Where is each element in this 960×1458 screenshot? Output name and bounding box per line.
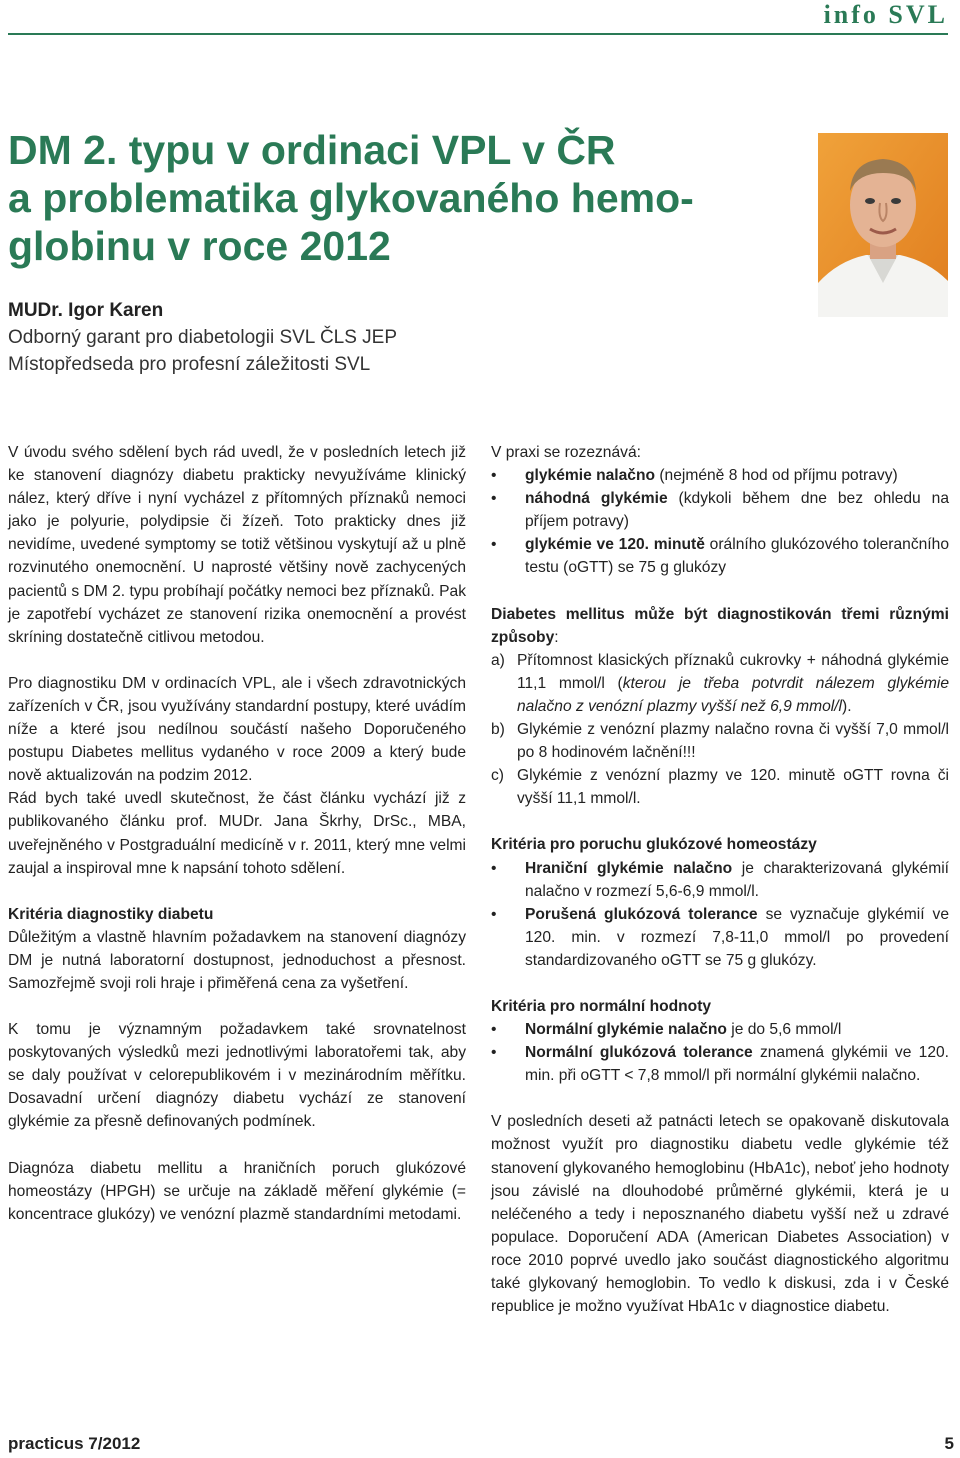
bullet-icon: • [491, 1044, 497, 1062]
bullet-icon: • [491, 1021, 497, 1039]
paragraph-requirements: Důležitým a vlastně hlavním požadavkem na stanovení diagnózy DM je nutná laboratorní dostupnost, jednoduchost a přesnost. Samozřejmě svoji roli hraje i přiměřená cena za vyšetření. [8, 928, 466, 992]
author-block [8, 297, 397, 378]
normal-values-list [491, 1018, 949, 1087]
list-item: • glykémie nalačno (nejméně 8 hod od příjmu potravy) [491, 464, 949, 487]
paragraph-intro: V úvodu svého sdělení bych rád uvedl, že v posledních letech již ke stanovení diagnózy diabetu prakticky nevyužíváme klinický nález, který dříve i nyní vycházel z přítomných příznaků nemoci jako je polyurie, polydipsie či žízeň. Toto prakticky dnes již nevidíme, uvedené symptomy se totiž většinou vyskytují až u plně rozvinutého onemocnění. U naprosté většiny nově zachycených pacientů s DM 2. typu probíhají počátky nemoci bez příznaků. Pak je zapotřebí vycházet ze stanovení rizika onemocnění a provést skríning dostatečně citlivou metodou. [8, 444, 466, 646]
list-item: • glykémie ve 120. minutě orálního glukózového tolerančního testu (oGTT) se 75 g glukózy [491, 533, 949, 579]
paragraph-hba1c: V posledních deseti až patnácti letech se opakovaně diskutovala možnost využít pro diagnostiku diabetu vedle glykémie též stanovení glykovaného hemoglobinu (HbA1c), neboť jeho hodnoty jsou závislé na dlouhodobé průměrné glykémii, která je u neléčeného a tedy i neposznaného diabetu vyšší než u zdravé populace. Doporučení ADA (American Diabetes Association) v roce 2010 poprvé uvedlo jako součást diagnostického algoritmu také glykovaný hemoglobin. To vedlo k diskusi, zda i v České republice je možno využívat HbA1c v diagnostice diabetu. [491, 1113, 949, 1316]
list-item: • Hraniční glykémie nalačno je charakterizovaná glykémií nalačno v rozmezí 5,6-6,9 mmol/l. [491, 857, 949, 903]
article-title [8, 126, 788, 270]
list-item: c) Glykémie z venózní plazmy ve 120. minutě oGTT rovna či vyšší 11,1 mmol/l. [491, 767, 949, 808]
bullet-icon: • [491, 905, 497, 923]
author-name: MUDr. Igor Karen [8, 300, 164, 321]
title-line-1: DM 2. typu v ordinaci VPL v ČR [8, 127, 616, 173]
list-item: • Porušená glukózová tolerance se vyznačuje glykémií ve 120. min. v rozmezí 7,8-11,0 mmol/l po provedení standardizovaného oGTT se 75 g glukózy. [491, 903, 949, 972]
list-item: • Normální glykémie nalačno je do 5,6 mmol/l [491, 1018, 949, 1041]
heading-homeostasis: Kritéria pro poruchu glukózové homeostázy [491, 836, 817, 854]
homeostasis-list [491, 857, 949, 972]
practice-intro: V praxi se rozeznává: [491, 444, 641, 461]
list-item: • Normální glukózová tolerance znamená glykémii ve 120. min. při oGTT < 7,8 mmol/l při normální glykémii nalačno. [491, 1041, 949, 1087]
journal-issue: practicus 7/2012 [8, 1434, 141, 1453]
author-role-1: Odborný garant pro diabetologii SVL ČLS JEP [8, 327, 398, 348]
page-number: 5 [944, 1434, 954, 1453]
section-tag: info SVL [823, 0, 948, 29]
paragraph-diagnostics: Pro diagnostiku DM v ordinacích VPL, ale i všech zdravotnických zařízeních v ČR, jsou využívány standardní postupy, které uvádím níže a které jsou nedílnou součástí našeho Doporučeného postupu Diabetes mellitus vydaného v roce 2009 a který bude nově aktualizován na podzim 2012. [8, 674, 466, 785]
heading-dm-methods: Diabetes mellitus může být diagnostikován třemi různými způsoby: [491, 605, 949, 646]
heading-criteria: Kritéria diagnostiky diabetu [8, 905, 214, 923]
title-line-2: a problematika glykovaného hemo- [8, 175, 694, 221]
paragraph-comparability: K tomu je významným požadavkem také srovnatelnost poskytovaných výsledků mezi jednotlivými laboratořemi tak, aby se daly používat v celorepublikovém i v mezinárodním měřítku. Dosavadní určení diagnózy diabetu vychází ze stanovení glykémie za přesně definovaných podmínek. [8, 1021, 466, 1131]
paragraph-hpgh: Diagnóza diabetu mellitu a hraničních poruch glukózové homeostázy (HPGH) se určuje na základě měření glykémie (= koncentrace glukózy) ve venózní plazmě standardními metodami. [8, 1159, 466, 1223]
author-role-2: Místopředseda pro profesní záležitosti SVL [8, 354, 371, 375]
heading-normal-values: Kritéria pro normální hodnoty [491, 997, 712, 1015]
bullet-icon: • [491, 490, 497, 508]
list-item: b) Glykémie z venózní plazmy nalačno rovna či vyšší 7,0 mmol/l po 8 hodinovém lačnění!!! [491, 721, 949, 762]
title-line-3: globinu v roce 2012 [8, 223, 391, 269]
glycemia-types-list [491, 464, 949, 579]
bullet-icon: • [491, 536, 497, 554]
left-column [8, 441, 466, 1226]
diagnosis-methods-list [491, 649, 949, 811]
bullet-icon: • [491, 467, 497, 485]
list-item: • náhodná glykémie (kdykoli během dne bez ohledu na příjem potravy) [491, 487, 949, 533]
paragraph-source: Rád bych také uvedl skutečnost, že část článku vychází již z publikovaného článku prof. MUDr. Jana Škrhy, DrSc., MBA, uveřejněného v Postgraduální medicíně v r. 2011, který mne velmi zaujal a inspiroval mne k napsání tohoto sdělení. [8, 790, 466, 877]
header-rule [8, 33, 948, 35]
right-column [491, 441, 949, 1318]
bullet-icon: • [491, 859, 497, 877]
list-item: a) Přítomnost klasických příznaků cukrovky + náhodná glykémie 11,1 mmol/l (kterou je třeba potvrdit nálezem glykémie nalačno z venózní plazmy vyšší než 6,9 mmol/l). [491, 651, 949, 715]
author-photo [818, 133, 948, 317]
